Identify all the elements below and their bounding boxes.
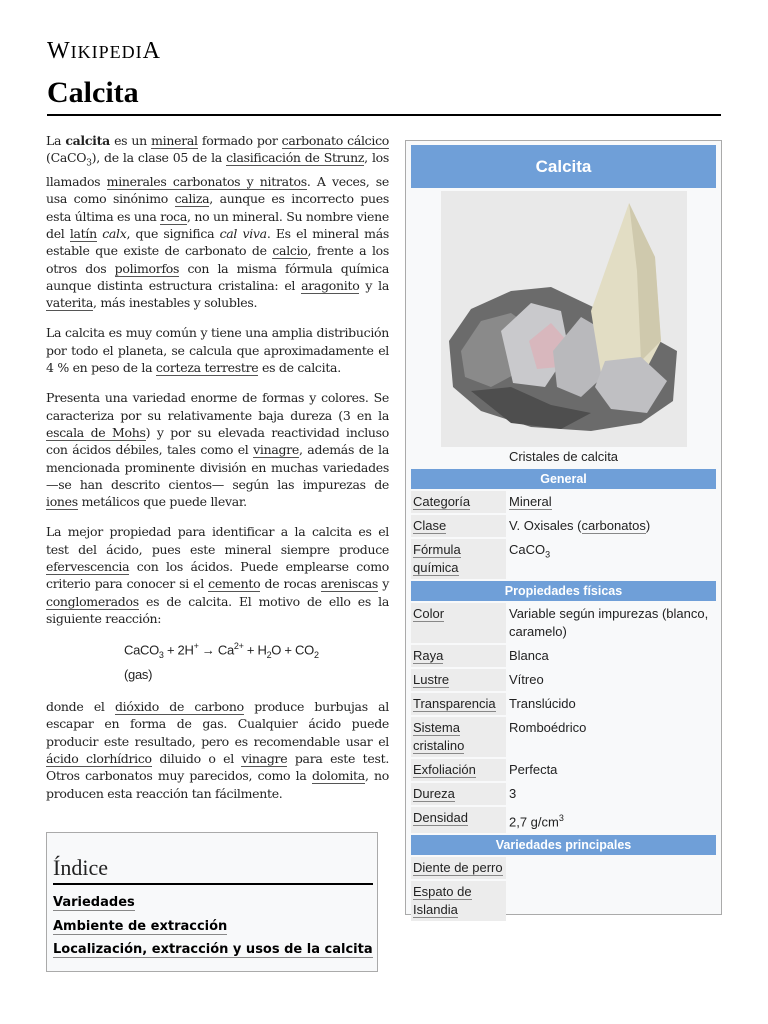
link-latin[interactable]: latín <box>69 225 97 241</box>
value-dureza: 3 <box>509 786 517 801</box>
label-transparencia[interactable]: Transparencia <box>413 696 496 711</box>
paragraph-co2: donde el dióxido de carbono produce burbujas al escapar en forma de gas. Cualquier ácido puede producir este resultado, pero es recomendable usar el ácido clorhídrico diluido o el vinagre para este test. Otros carbonatos muy parecidos, como la dolomita, no producen esta reacción tan fácilmente. <box>46 699 389 801</box>
link-areniscas[interactable]: areniscas <box>320 576 379 592</box>
link-acido-clorhidrico[interactable]: ácido clorhídrico <box>46 751 152 767</box>
label-exfoliacion[interactable]: Exfoliación <box>413 762 476 777</box>
link-carbonatos[interactable]: carbonatos <box>581 518 646 533</box>
row-sistema <box>411 717 716 757</box>
value-formula: CaCO$_3$ <box>509 542 551 560</box>
label-lustre[interactable]: Lustre <box>413 672 450 687</box>
link-iones[interactable]: iones <box>46 494 78 510</box>
value-color: Variable según impurezas (blanco, caramelo) <box>509 606 709 639</box>
link-vaterita[interactable]: vaterita <box>46 295 93 311</box>
row-clase <box>411 515 716 537</box>
variedad-diente-de-perro[interactable]: Diente de perro <box>413 860 503 876</box>
paragraph-acid-test: La mejor propiedad para identificar a la calcita es el test del ácido, pues este mineral siempre produce efervescencia con los ácidos. Puede emplearse como criterio para conocer si el cemento de rocas areniscas y conglomerados es de calcita. El motivo de ello es la siguiente reacción: <box>46 524 389 626</box>
link-calcio[interactable]: calcio <box>272 243 308 259</box>
link-efervescencia[interactable]: efervescencia <box>46 559 130 575</box>
label-dureza[interactable]: Dureza <box>413 786 455 801</box>
infobox <box>405 140 722 918</box>
link-vinagre-2[interactable]: vinagre <box>241 751 288 767</box>
row-transparencia <box>411 693 716 715</box>
row-raya <box>411 645 716 667</box>
row-formula <box>411 539 716 579</box>
label-categoria[interactable]: Categoría <box>413 494 471 509</box>
row-dureza <box>411 783 716 805</box>
label-clase[interactable]: Clase <box>413 518 447 533</box>
link-carbonato-calcico[interactable]: carbonato cálcico <box>281 133 389 148</box>
section-variedades: Variedades principales <box>411 835 716 855</box>
link-polimorfos[interactable]: polimorfos <box>114 260 180 276</box>
value-densidad: 2,7 $g/cm^3$ <box>509 813 564 830</box>
section-general: General <box>411 469 716 489</box>
row-variedad-1 <box>411 857 716 879</box>
row-densidad <box>411 807 716 833</box>
paragraph-distribution: La calcita es muy común y tiene una amplia distribución por todo el planeta, se calcula que aproximadamente el 4 % en peso de la corteza terrestre es de calcita. <box>46 325 389 376</box>
link-vinagre[interactable]: vinagre <box>253 442 299 458</box>
link-mineral[interactable]: mineral <box>151 133 198 148</box>
link-aragonito[interactable]: aragonito <box>301 277 360 293</box>
label-densidad[interactable]: Densidad <box>413 810 468 825</box>
row-color <box>411 603 716 643</box>
value-raya: Blanca <box>509 648 549 663</box>
row-categoria <box>411 491 716 513</box>
link-minerales-carbonatos[interactable]: minerales carbonatos y nitratos <box>106 174 307 190</box>
table-of-contents <box>46 832 378 972</box>
link-conglomerados[interactable]: conglomerados <box>46 593 139 609</box>
row-lustre <box>411 669 716 691</box>
link-cemento[interactable]: cemento <box>208 576 261 592</box>
link-dolomita[interactable]: dolomita <box>311 768 365 784</box>
link-corteza-terrestre[interactable]: corteza terrestre <box>155 360 259 376</box>
reaction-equation: CaCO$_3$ + $2H^+ \to Ca^{2+} + H_2O + CO_2$ (gas) <box>124 641 319 683</box>
value-transparencia: Translúcido <box>509 696 576 711</box>
link-caliza[interactable]: caliza <box>174 191 210 207</box>
toc-heading: Índice <box>53 855 373 885</box>
value-clase: V. Oxisales (carbonatos) <box>509 518 651 533</box>
row-exfoliacion <box>411 759 716 781</box>
wikipedia-logo[interactable]: WIKIPEDIA <box>47 38 161 64</box>
section-propiedades-fisicas: Propiedades físicas <box>411 581 716 601</box>
paragraph-intro: La calcita es un mineral formado por carbonato cálcico (CaCO$_3$), de la clase 05 de la clasificación de Strunz, los llamados minerales carbonatos y nitratos. A veces, se usa como sinónimo caliza, aunque es incorrecto pues esta última es una roca, no un mineral. Su nombre viene del latín calx, que significa cal viva. Es el mineral más estable que existe de carbonato de calcio, frente a los otros dos polimorfos con la misma fórmula química aunque distinta estructura cristalina: el aragonito y la vaterita, más inestables y solubles. <box>46 133 390 311</box>
value-categoria[interactable]: Mineral <box>509 494 552 509</box>
link-escala-mohs[interactable]: escala de Mohs <box>46 424 146 440</box>
image-caption: Cristales de calcita <box>508 449 619 464</box>
variedad-espato-islandia[interactable]: Espato de Islandia <box>413 884 472 918</box>
label-raya[interactable]: Raya <box>413 648 444 663</box>
label-color[interactable]: Color <box>413 606 445 621</box>
infobox-title: Calcita <box>411 145 716 188</box>
link-dioxido-carbono[interactable]: dióxido de carbono <box>114 699 244 715</box>
calcite-crystal-image[interactable] <box>441 191 687 447</box>
value-sistema: Romboédrico <box>509 720 587 735</box>
link-roca[interactable]: roca <box>160 208 188 224</box>
link-clasificacion-strunz[interactable]: clasificación de Strunz <box>226 150 365 166</box>
article-body <box>46 132 389 815</box>
label-formula[interactable]: Fórmula química <box>413 542 461 575</box>
row-variedad-2 <box>411 881 716 921</box>
value-exfoliacion: Perfecta <box>509 762 558 777</box>
page-title: Calcita <box>47 76 721 116</box>
toc-item-ambiente[interactable]: Ambiente de extracción <box>53 918 228 934</box>
toc-item-localizacion[interactable]: Localización, extracción y usos de la calcita <box>53 942 373 957</box>
paragraph-forms: Presenta una variedad enorme de formas y colores. Se caracteriza por su relativamente baja dureza (3 en la escala de Mohs) y por su elevada reactividad incluso con ácidos débiles, tales como el vinagre, además de la mencionada prominente división en muchas variedades —se han descrito cientos— según las impurezas de iones metálicos que puede llevar. <box>46 390 389 510</box>
toc-item-variedades[interactable]: Variedades <box>53 895 135 910</box>
value-lustre: Vítreo <box>509 672 544 687</box>
label-sistema[interactable]: Sistema cristalino <box>413 720 465 753</box>
